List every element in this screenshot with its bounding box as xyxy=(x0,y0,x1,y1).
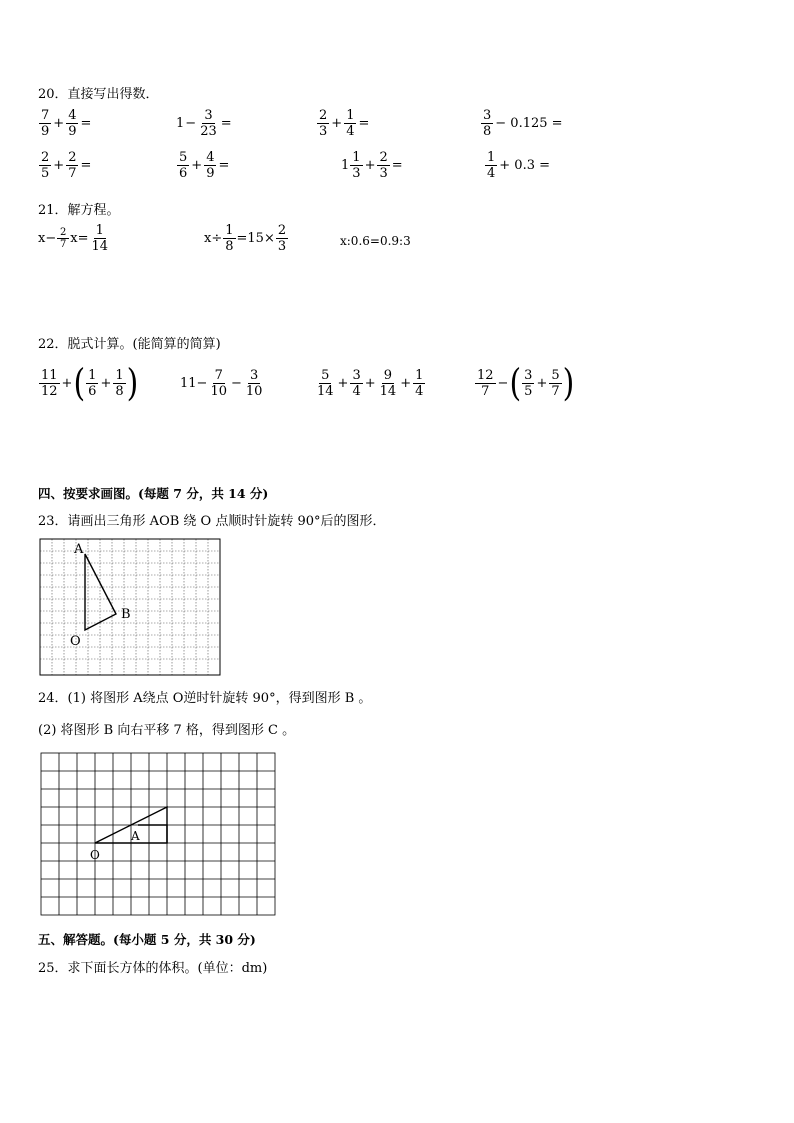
q20-expr-3: $\frac{2}{3}$ + $\frac{1}{4}$ = xyxy=(319,108,370,139)
q20-expr-4: $\frac{3}{8}$ − 0.125 = xyxy=(483,108,563,139)
q24-grid-figure xyxy=(38,751,278,919)
point-a-label: A xyxy=(74,542,84,557)
q22-title: 22．脱式计算。(能简算的简算) xyxy=(38,337,221,352)
point-o-label: O xyxy=(70,634,81,649)
section-4-heading: 四、按要求画图。(每题 7 分，共 14 分) xyxy=(38,486,269,501)
q22-expr-2: 11− $\frac{7}{10}$ − $\frac{3}{10}$ xyxy=(180,368,263,399)
q21-eq-1: x− $\frac{2}{7}$ x= $\frac{1}{14}$ xyxy=(38,223,109,254)
q20-expr-2: 1 − $\frac{3}{23}$ = xyxy=(176,108,232,139)
q21-title: 21．解方程。 xyxy=(38,203,120,218)
q20-expr-1: $\frac{7}{9}$ + $\frac{4}{9}$ = xyxy=(41,108,92,139)
q20-expr-8: $\frac{1}{4}$ + 0.3 = xyxy=(487,150,551,181)
section-5-heading: 五、解答题。(每小题 5 分，共 30 分) xyxy=(38,932,256,947)
q20-expr-7: 1 $\frac{1}{3}$ + $\frac{2}{3}$ = xyxy=(341,150,403,181)
q24-line-2: (2) 将图形 B 向右平移 7 格，得到图形 C 。 xyxy=(38,723,296,738)
point-o-label: O xyxy=(90,848,100,862)
q24-line-1: 24．(1) 将图形 A绕点 O逆时针旋转 90°，得到图形 B 。 xyxy=(38,691,372,706)
q24-solid-grid xyxy=(41,753,275,915)
q23-title: 23．请画出三角形 AOB 绕 O 点顺时针旋转 90°后的图形． xyxy=(38,514,386,529)
triangle-aob xyxy=(85,554,116,630)
q20-expr-6: $\frac{5}{6}$ + $\frac{4}{9}$ = xyxy=(179,150,230,181)
point-b-label: B xyxy=(121,607,131,622)
q23-grid-figure xyxy=(38,538,222,676)
q20-expr-5: $\frac{2}{5}$ + $\frac{2}{7}$ = xyxy=(41,150,92,181)
q21-eq-3: x:0.6=0.9:3 xyxy=(340,234,411,248)
q22-expr-1: $\frac{11}{12}$ + ( $\frac{1}{6}$ + $\frac{1}{8}$ ) xyxy=(41,361,139,405)
q22-expr-4: $\frac{12}{7}$ − ( $\frac{3}{5}$ + $\frac{5}{7}$ ) xyxy=(477,361,575,405)
q22-expr-3: $\frac{5}{14}$ + $\frac{3}{4}$ + $\frac{9}{14}$ + $\frac{1}{4}$ xyxy=(317,368,424,399)
q21-eq-2: x÷ $\frac{1}{8}$ =15× $\frac{2}{3}$ xyxy=(204,223,287,254)
shape-a-inner-edge xyxy=(138,825,167,843)
q20-title: 20．直接写出得数． xyxy=(38,87,159,102)
q25-title: 25．求下面长方体的体积。(单位：dm) xyxy=(38,961,268,976)
shape-a-label: A xyxy=(131,829,140,843)
